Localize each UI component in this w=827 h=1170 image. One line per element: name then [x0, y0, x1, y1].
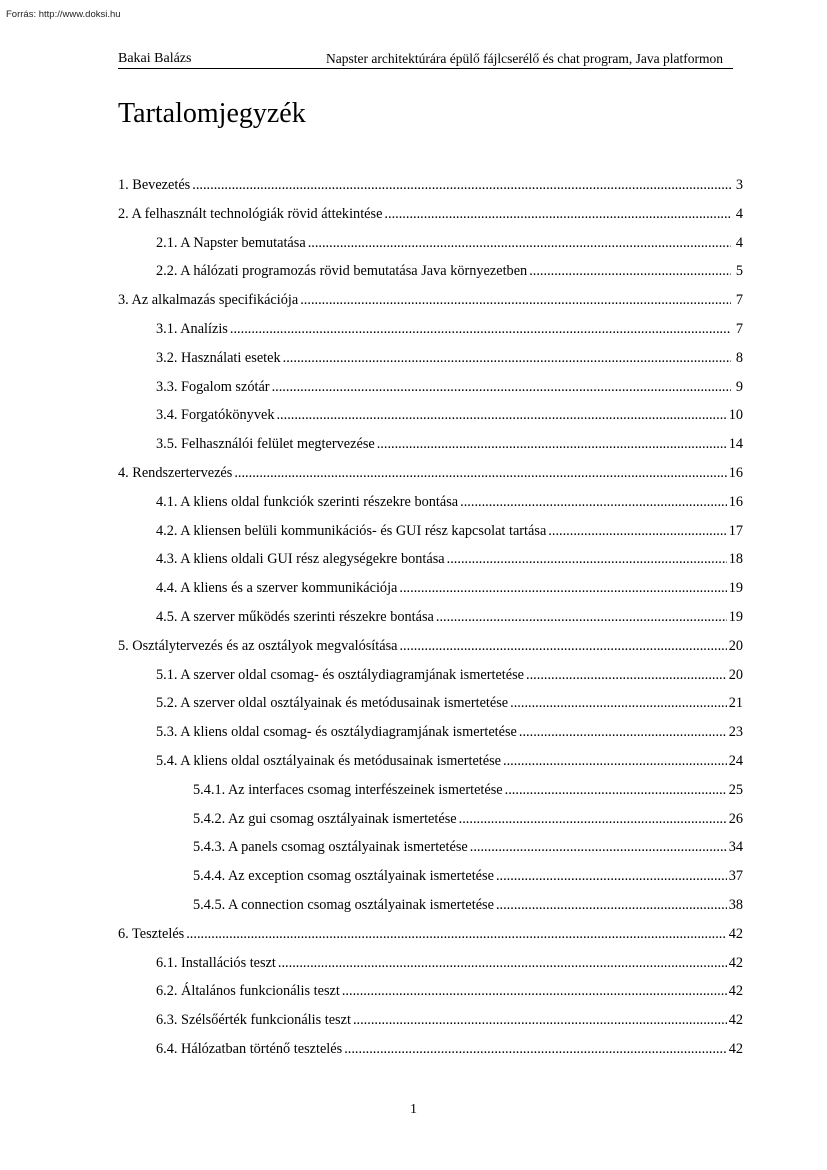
dot-leader	[377, 430, 727, 459]
toc-entry-page: 19	[728, 580, 743, 597]
toc-entry-page: 24	[728, 752, 743, 769]
toc-entry[interactable]	[118, 171, 743, 200]
toc-entry-page: 18	[728, 551, 743, 568]
toc-entry-label: 4.1. A kliens oldal funkciók szerinti részekre bontása	[156, 493, 459, 510]
toc-entry[interactable]	[118, 517, 743, 546]
toc-entry[interactable]	[118, 459, 743, 488]
toc-entry-label: 3. Az alkalmazás specifikációja	[118, 292, 299, 309]
toc-entry-page: 16	[728, 464, 743, 481]
dot-leader	[234, 459, 726, 488]
toc-entry-page: 25	[728, 781, 743, 798]
toc-entry-page: 20	[728, 666, 743, 683]
toc-entry-label: 5.1. A szerver oldal csomag- és osztálydiagramjának ismertetése	[156, 666, 525, 683]
toc-entry-label: 5.4.1. Az interfaces csomag interfészeinek ismertetése	[193, 781, 503, 798]
toc-entry-label: 3.2. Használati esetek	[156, 349, 281, 366]
toc-entry-label: 5.4. A kliens oldal osztályainak és metódusainak ismertetése	[156, 752, 502, 769]
toc-entry-page: 42	[728, 983, 743, 1000]
toc-entry-page: 7	[735, 292, 743, 309]
toc-entry-label: 5.3. A kliens oldal csomag- és osztálydiagramjának ismertetése	[156, 724, 517, 741]
dot-leader	[460, 488, 727, 517]
toc-entry-page: 4	[735, 205, 743, 222]
toc-entry[interactable]	[118, 373, 743, 402]
header-author: Bakai Balázs	[118, 51, 192, 66]
toc-entry-label: 3.4. Forgatókönyvek	[156, 407, 275, 424]
toc-entry[interactable]	[118, 632, 743, 661]
toc-entry[interactable]	[118, 689, 743, 718]
dot-leader	[503, 747, 727, 776]
dot-leader	[436, 603, 727, 632]
dot-leader	[300, 286, 731, 315]
toc-entry[interactable]	[118, 1006, 743, 1035]
toc-entry[interactable]	[118, 229, 743, 258]
toc-entry-page: 3	[735, 177, 743, 193]
dot-leader	[230, 315, 731, 344]
toc-entry[interactable]	[118, 776, 743, 805]
toc-entry-label: 2. A felhasznált technológiák rövid áttekintése	[118, 205, 383, 222]
table-of-contents	[118, 171, 743, 1064]
dot-leader	[272, 373, 731, 402]
toc-entry-label: 4.2. A kliensen belüli kommunikációs- és GUI rész kapcsolat tartása	[156, 522, 547, 539]
source-note: Forrás: http://www.doksi.hu	[6, 9, 121, 20]
toc-entry-label: 5.4.3. A panels csomag osztályainak ismertetése	[193, 839, 468, 856]
toc-entry[interactable]	[118, 603, 743, 632]
toc-entry-page: 9	[735, 378, 743, 395]
toc-entry-page: 20	[728, 637, 743, 654]
toc-heading: Tartalomjegyzék	[118, 98, 306, 129]
toc-entry-page: 17	[728, 522, 743, 539]
toc-entry-label: 5.2. A szerver oldal osztályainak és metódusainak ismertetése	[156, 695, 509, 712]
toc-entry[interactable]	[118, 315, 743, 344]
dot-leader	[510, 689, 727, 718]
dot-leader	[353, 1006, 727, 1035]
toc-entry-page: 8	[735, 349, 743, 366]
toc-entry-label: 5.4.4. Az exception csomag osztályainak ismertetése	[193, 868, 494, 885]
toc-entry-page: 21	[728, 695, 743, 712]
dot-leader	[278, 949, 727, 978]
toc-entry[interactable]	[118, 574, 743, 603]
dot-leader	[505, 776, 727, 805]
dot-leader	[308, 229, 731, 258]
toc-entry-label: 4. Rendszertervezés	[118, 464, 233, 481]
toc-entry[interactable]	[118, 747, 743, 776]
toc-entry-page: 16	[728, 493, 743, 510]
toc-entry-page: 7	[735, 320, 743, 337]
toc-entry-page: 42	[728, 954, 743, 971]
toc-entry-page: 26	[728, 810, 743, 827]
toc-entry-label: 5.4.5. A connection csomag osztályainak ismertetése	[193, 896, 494, 913]
toc-entry-page: 14	[728, 436, 743, 453]
toc-entry[interactable]	[118, 977, 743, 1006]
toc-entry-page: 5	[735, 263, 743, 280]
toc-entry-page: 10	[728, 407, 743, 424]
toc-entry-label: 1. Bevezetés	[118, 177, 191, 193]
toc-entry-label: 4.5. A szerver működés szerinti részekre bontása	[156, 608, 434, 625]
toc-entry[interactable]	[118, 1035, 743, 1064]
toc-entry[interactable]	[118, 545, 743, 574]
toc-entry-page: 19	[728, 608, 743, 625]
toc-entry-page: 23	[728, 724, 743, 741]
toc-entry[interactable]	[118, 833, 743, 862]
toc-entry-label: 3.5. Felhasználói felület megtervezése	[156, 436, 375, 453]
toc-entry-label: 4.4. A kliens és a szerver kommunikációja	[156, 580, 398, 597]
dot-leader	[283, 344, 731, 373]
dot-leader	[344, 1035, 727, 1064]
toc-entry-label: 6.1. Installációs teszt	[156, 954, 276, 971]
dot-leader	[186, 920, 726, 949]
dot-leader	[496, 891, 727, 920]
toc-entry-label: 6.2. Általános funkcionális teszt	[156, 983, 340, 1000]
toc-entry-page: 42	[728, 1012, 743, 1029]
dot-leader	[399, 632, 726, 661]
page-number: 1	[410, 1102, 417, 1117]
dot-leader	[526, 661, 727, 690]
toc-entry-page: 42	[728, 1040, 743, 1057]
toc-entry[interactable]	[118, 920, 743, 949]
dot-leader	[342, 977, 727, 1006]
toc-entry-page: 37	[728, 868, 743, 885]
toc-entry[interactable]	[118, 200, 743, 229]
dot-leader	[459, 805, 727, 834]
toc-entry-page: 38	[728, 896, 743, 913]
toc-entry[interactable]	[118, 430, 743, 459]
toc-entry[interactable]	[118, 949, 743, 978]
running-header	[118, 49, 733, 69]
toc-entry[interactable]	[118, 718, 743, 747]
toc-entry[interactable]	[118, 286, 743, 315]
toc-entry-label: 6.4. Hálózatban történő tesztelés	[156, 1040, 343, 1057]
dot-leader	[384, 200, 731, 229]
dot-leader	[192, 171, 731, 200]
toc-entry[interactable]	[118, 891, 743, 920]
toc-entry-label: 5. Osztálytervezés és az osztályok megvalósítása	[118, 637, 398, 654]
toc-entry-label: 4.3. A kliens oldali GUI rész alegységekre bontása	[156, 551, 445, 568]
header-document-title: Napster architektúrára épülő fájlcserélő és chat program, Java platformon	[326, 51, 723, 66]
dot-leader	[399, 574, 726, 603]
toc-entry[interactable]	[118, 401, 743, 430]
toc-entry-label: 3.3. Fogalom szótár	[156, 378, 270, 395]
toc-entry-page: 4	[735, 234, 743, 251]
toc-entry[interactable]	[118, 257, 743, 286]
toc-entry-label: 2.1. A Napster bemutatása	[156, 234, 306, 251]
toc-entry[interactable]	[118, 488, 743, 517]
toc-entry[interactable]	[118, 344, 743, 373]
toc-entry-page: 34	[728, 839, 743, 856]
toc-entry-label: 2.2. A hálózati programozás rövid bemutatása Java környezetben	[156, 263, 528, 280]
toc-entry-label: 5.4.2. Az gui csomag osztályainak ismertetése	[193, 810, 457, 827]
toc-entry-label: 6. Tesztelés	[118, 925, 185, 942]
dot-leader	[447, 545, 727, 574]
toc-entry-label: 3.1. Analízis	[156, 320, 228, 337]
toc-entry[interactable]	[118, 862, 743, 891]
dot-leader	[470, 833, 727, 862]
dot-leader	[519, 718, 727, 747]
toc-entry-label: 6.3. Szélsőérték funkcionális teszt	[156, 1012, 351, 1029]
toc-entry-page: 42	[728, 925, 743, 942]
dot-leader	[496, 862, 727, 891]
dot-leader	[548, 517, 726, 546]
dot-leader	[529, 257, 731, 286]
toc-entry[interactable]	[118, 661, 743, 690]
dot-leader	[276, 401, 726, 430]
toc-entry[interactable]	[118, 805, 743, 834]
